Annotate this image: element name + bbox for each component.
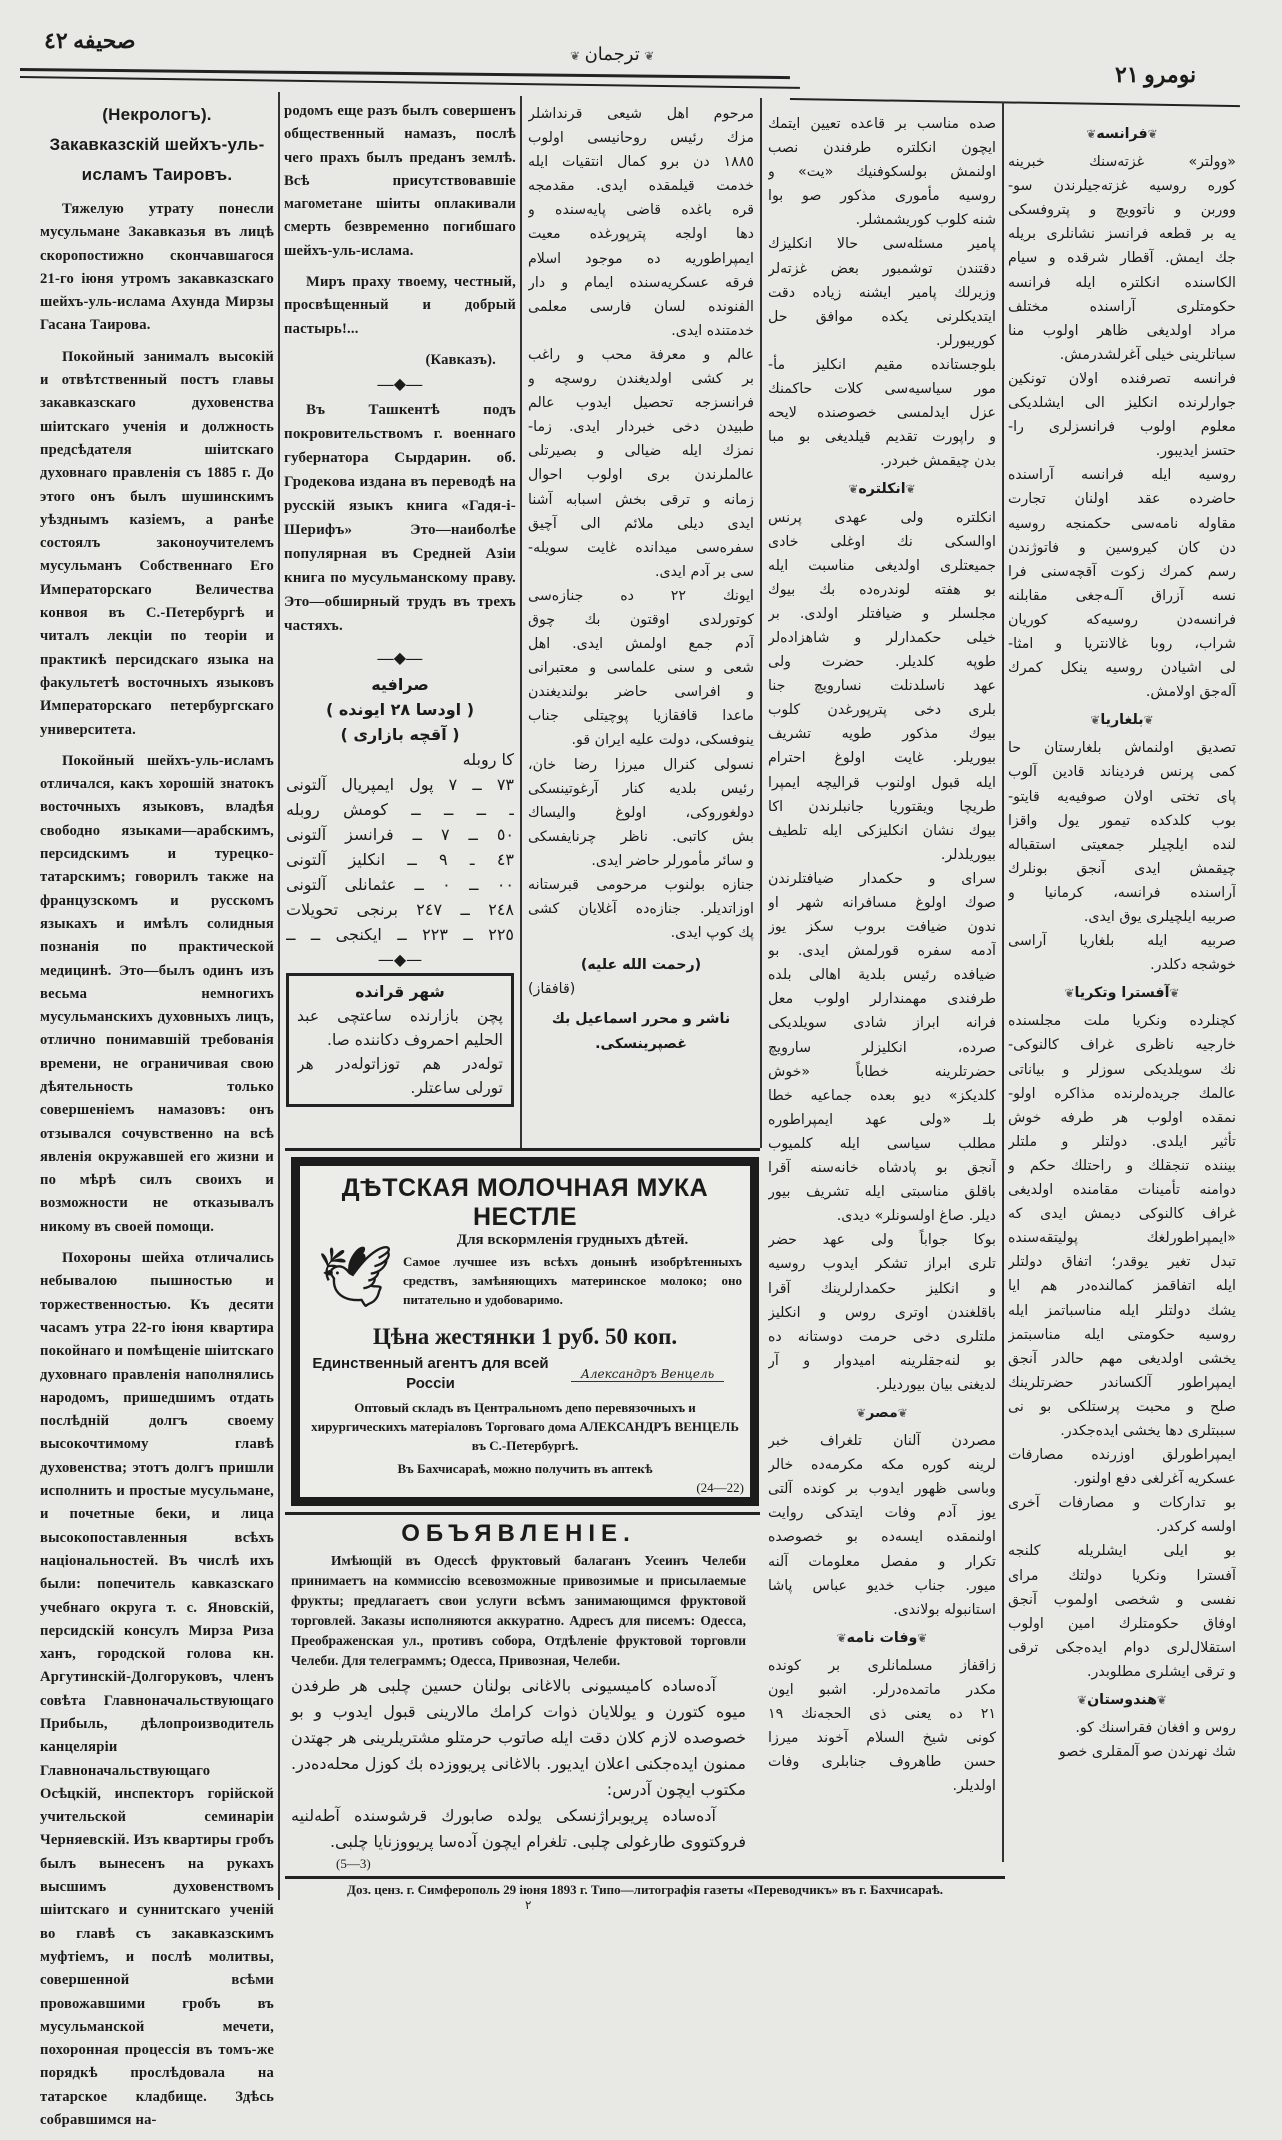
obituary-ottoman bbox=[528, 102, 754, 1056]
text-line: مجلسلر و ضيافتلر اولدى. بر bbox=[768, 605, 996, 622]
text-line: و ترقى ايشلرى مطلوبدر. bbox=[1087, 1663, 1236, 1680]
section-heading bbox=[1008, 981, 1236, 1005]
ornament-icon: ❦ bbox=[1143, 713, 1154, 728]
text-line: شراب، روبا غالانتريا و امثا- bbox=[1008, 635, 1236, 652]
bird-nest-icon: 🕊 bbox=[317, 1244, 394, 1310]
section-rule bbox=[285, 1148, 760, 1151]
text-line: تأثير ايلدى. دولتلر و ملتلر bbox=[1008, 1133, 1236, 1150]
text-line: بر كشى اولديغندن روسچه و bbox=[528, 371, 754, 388]
text-line: ٢١ ده يعنى ذى الحجه‌نك ١٩ bbox=[768, 1706, 996, 1723]
text-line: روسيه مأمورى مذكور صو بوا bbox=[768, 188, 996, 205]
text-line: استقلال‌لرى دوام ايده‌جكى ترقى bbox=[1008, 1639, 1236, 1656]
text-line: بلوجستانده مقيم انكليز مأ- bbox=[768, 356, 996, 373]
ornament-icon: ❦ bbox=[836, 1630, 847, 1645]
text-line: روسيه حكومتى ايله مناسبتمز bbox=[1008, 1326, 1236, 1343]
text-line: خدمت قيلمقده ايدى. مقدمجه bbox=[528, 178, 754, 195]
text-line: رسم كمرك زكوت آقچه‌سنى فرا bbox=[1008, 563, 1236, 580]
text-line: صوك اولوغ مسافرانه شهر او bbox=[768, 895, 996, 911]
text-line: پامير مسئله‌سى حالا انكليزك bbox=[768, 236, 996, 253]
text-line: ايتديكلرنى يكده موافق حل bbox=[768, 308, 996, 325]
paragraph: Миръ праху твоему, честный, просвѣщенный и добрый пастырь!... bbox=[284, 274, 516, 337]
ornament-icon: ❦ bbox=[856, 1405, 867, 1420]
text-line: اوالسكى نك اوغلى خادى bbox=[768, 533, 996, 550]
text-line: خوشجه دكلدر. bbox=[1150, 957, 1236, 974]
text-line: باقلغندن اوترى روس و انكليز bbox=[768, 1304, 996, 1321]
nestle-subtitle: Для вскормленія грудныхъ дѣтей. bbox=[456, 1232, 689, 1248]
text-line: الكاسنده انكلتره ايله فرانسه bbox=[1008, 274, 1236, 291]
text-line: خيلى حكمدارلر و شاهزاده‌لر bbox=[768, 629, 996, 646]
text-line: ايله قبول اولنوب قراليچه ايمپرا bbox=[768, 774, 996, 791]
text-line: ايچون انكلتره طرفندن نصب bbox=[768, 140, 996, 157]
news-item bbox=[768, 506, 996, 1397]
text-line: طبيدن دخى خبردار ايدى. زما- bbox=[528, 419, 754, 436]
text-line: كوره روسيه غزته‌جيلرندن سو- bbox=[1008, 178, 1236, 195]
news-item bbox=[1008, 1716, 1236, 1764]
ornament-icon: ❦ bbox=[1147, 127, 1158, 141]
text-line: دها اولجه پترپورغده معيت bbox=[528, 226, 754, 243]
text-line: نفسى و شخصى اولموب آنجق bbox=[1008, 1591, 1236, 1608]
section-heading-text: انكلتره bbox=[858, 481, 906, 498]
ornament-icon: ❦ bbox=[1064, 986, 1075, 1001]
text-line: نسه آزراق آلـه‌جغى مقابلنه bbox=[1008, 587, 1236, 604]
text-line: بيوريلدلر. bbox=[940, 846, 996, 863]
text-line: غراف كالنوكى ديمش ايدى كه bbox=[1008, 1206, 1236, 1223]
newspaper-title bbox=[570, 44, 654, 65]
text-line: پچن بازارنده ساعتچى عبد bbox=[297, 1007, 503, 1026]
text-line: بيوريلر. غايت اولوغ احترام bbox=[768, 750, 996, 767]
text-line: نسولى كنرال ميرزا رضا خان، bbox=[528, 756, 754, 773]
text-line: شنه كلوب كوريشمشلر. bbox=[855, 212, 996, 229]
text-line: چيقمش ايدى آنجق بونلرك bbox=[1008, 860, 1236, 877]
text-line: و افراسى حاضر بولنديغندن bbox=[528, 684, 754, 701]
watch-shop-ad bbox=[286, 973, 514, 1107]
column-rule bbox=[520, 96, 522, 1148]
text-line: آنجق بو پادشاه خانه‌سنه آقرا bbox=[768, 1160, 996, 1177]
section-heading bbox=[768, 477, 996, 501]
text-line: تبدل تغير يوقدر؛ اتفاق دولتلر bbox=[1008, 1254, 1236, 1271]
exchange-row: ٢٤٨ ــ ٢٤٧ برنجى تحويلات bbox=[286, 900, 514, 920]
prayer-line: (رحمت الله عليه) bbox=[580, 957, 702, 974]
obituary-article bbox=[40, 100, 274, 2140]
exchange-row: ٧٣ ــ ٧ پول ايمپريال آلتونى bbox=[286, 775, 514, 795]
nestle-local: Въ Бахчисараѣ, можно получить въ аптекѣ bbox=[397, 1461, 653, 1476]
text-line: اولديلر. bbox=[952, 1778, 996, 1795]
text-line: ايدى ديلى ملائم الى آچيق bbox=[528, 515, 754, 532]
text-line: فرانسه‌دن روسيه‌كه كوريان bbox=[1008, 611, 1236, 628]
text-line: فرانسه تصرفنده اولان تونكين bbox=[1008, 370, 1236, 387]
exchange-place-date: ( اودسا ٢٨ ايونده ) bbox=[325, 700, 475, 720]
text-line: بوكا جواباً ولى عهد حضر bbox=[768, 1232, 996, 1249]
text-line: طرفندى مهمندارلر اولوب معل bbox=[768, 991, 996, 1008]
ornament-icon: ❦ bbox=[905, 482, 916, 497]
exchange-market: ( آقچه بازارى ) bbox=[340, 725, 460, 745]
text-line: ايله اتفاقمز كمالنده‌در هم ايا bbox=[1008, 1278, 1236, 1295]
page-mark: ٢ bbox=[525, 1898, 532, 1912]
exchange-row: ٥٠ ــ ٧ ــ فرانسز آلتونى bbox=[286, 825, 514, 845]
text-line: صده مناسب بر قاعده تعيين ايتمك bbox=[768, 116, 996, 132]
text-line: حسن طاهروف جنابلرى وفات bbox=[768, 1754, 996, 1771]
text-line: ندون ضيافت بروب سكز يوز bbox=[768, 919, 996, 936]
text-line: روس و افغان فقراسنك كو. bbox=[1075, 1720, 1236, 1737]
ornament-icon: ❦ bbox=[644, 49, 655, 63]
paragraph: Похороны шейха отличались небывалою пышностью и торжественностью. Къ десяти часамъ утра 22-го іюня квартира покойнаго и помѣщеніе шіитскаго духовнаго правленія наполнялись народомъ, пришедшимъ отдать послѣдній долгъ своему высокочтимому главѣ духовенства; этотъ долгъ пришли исполнить и простые мусульмане, и почетные беки, и лица высокопоставленныя всѣхъ національностей. Въ числѣ ихъ были: попечитель кавказскаго учебнаго округа т. с. Яновскій, персидскій консулъ Мирза Риза ханъ, городской голова кн. Аргутинскій-Долгоруковъ, членъ совѣта Главноначальствующаго Прибыль, дѣлопроизводитель канцеляріи Главноначальствующаго Осѣцкій, инспекторъ горійской учительской семинаріи Черняевскій. Изъ квартиры гробъ былъ вынесенъ на рукахъ высшимъ духовенствомъ шіитскаго и суннитскаго ученій во главѣ съ закавказскимъ муфтіемъ, и послѣ молитвы, совершенной всѣми провожавшими гробъ въ мусульманской мечети, похоронная процессія въ томъ-же порядкѣ прослѣдовала на татарское кладбище. Здѣсь собравшимся на- bbox=[40, 1250, 274, 2129]
text-line: توله‌در هم توزاتوله‌در هر bbox=[297, 1055, 503, 1074]
text-line: بيننده تنجقلك و راحتلك حكم و bbox=[1008, 1157, 1236, 1174]
text-line: «ايمپراطورلغك پوليتقه‌سنده bbox=[1008, 1230, 1236, 1247]
text-line: دن كان كيروسين و فاتوژندن bbox=[1008, 539, 1236, 556]
source-credit: (Кавказъ). bbox=[425, 351, 496, 368]
text-line: بيوك نشان انكليزكى ايله تلطيف bbox=[768, 822, 996, 839]
news-item bbox=[1008, 150, 1236, 704]
section-heading bbox=[1008, 708, 1236, 732]
text-line: حكومتلرى آراسنده مختلف bbox=[1008, 298, 1236, 315]
text-line: لرينه كوره مكه مكرمه‌ده خالر bbox=[768, 1457, 996, 1474]
text-line: تلرى ابراز تشكر ايدوب روسيه bbox=[768, 1256, 996, 1273]
text-line: دولغوروكى، اولوغ واليساك bbox=[528, 804, 754, 821]
divider-ornament: —◆— bbox=[377, 650, 423, 668]
announcement-russian: Имѣющій въ Одессѣ фруктовый балаганъ Усеинъ Челеби принимаетъ на коммиссію всевозможные привозимые и присылаемые фрукты; предлагаетъ свои услуги всѣмъ занимающимся фруктовой торговлей. Заказы исполняются аккуратно. Адресъ для писемъ: Одесса, Преображенская ул., противъ собора, Отдѣленіе фруктовой торговли Челеби. Для телеграммъ; Одесса, Привозная, Челеби. bbox=[291, 1553, 746, 1668]
text-line: يخشى اولديغى مهم حالدر آنجق bbox=[1008, 1350, 1236, 1367]
text-line: مور سياسيه‌سى كلات حاكمنك bbox=[768, 381, 996, 398]
text-line: باقلق مناسبتى ايله تشريف بيور bbox=[768, 1184, 996, 1201]
text-line: زاقفاز مسلمانلرى بر كونده bbox=[768, 1657, 996, 1674]
text-line: تكرار و مفصل معلومات آلنه bbox=[768, 1553, 996, 1570]
text-line: عالمك جريده‌لرنده مذاكره اولو- bbox=[1008, 1085, 1236, 1102]
ornament-icon: ❦ bbox=[848, 482, 859, 497]
text-line: مكدر ماتمده‌درلر. اشبو ايون bbox=[768, 1682, 996, 1698]
text-line: لنده ايلچيلر جمعيتى استقباله bbox=[1008, 836, 1236, 853]
section-heading bbox=[1008, 122, 1236, 146]
text-line: يه بر قطعه فرانسز نشانلرى بريله bbox=[1008, 226, 1236, 243]
text-line: ينوفسكى، دولت عليه ايران قو. bbox=[571, 732, 754, 749]
publisher-line: ناشر و محرر اسماعيل بك bbox=[551, 1011, 731, 1028]
text-line: استانبوله بولاندى. bbox=[893, 1601, 996, 1618]
text-line: خارجيه ناظرى غراف كالنوكى- bbox=[1008, 1037, 1236, 1054]
section-heading-text: بلغاريا bbox=[1100, 712, 1144, 729]
text-line: بيوك مذكور طويه تشريف bbox=[768, 726, 996, 743]
text-line: كونى شيخ السلام آخوند ميرزا bbox=[768, 1730, 996, 1747]
text-line: عالملرندن برى اولوب احوال bbox=[528, 467, 754, 484]
ornament-icon: ❦ bbox=[570, 49, 581, 63]
paragraph: Покойный занималъ высокій и отвѣтственный постъ главы закавказскаго духовенства шіитскаго ученія и должность предсѣдателя шіитскаго духовнаго правленія съ 1885 г. До этого онъ былъ шушинскимъ уѣзднымъ казіемъ, а ранѣе состоялъ законоучителемъ мусульманъ Собственнаго Его Императорскаго Величества конвоя въ С.-Петербургѣ и читалъ лекціи по теоріи и практикѣ персидскаго языка на факультетѣ восточныхъ языковъ Императорскаго петербургскаго университета. bbox=[40, 348, 274, 738]
signature: Александръ Венцель bbox=[571, 1367, 724, 1382]
exchange-row: ٠٠ ــ ٠ ــ عثمانلى آلتونى bbox=[286, 875, 514, 895]
text-line: نمقده اولوب هر طرفه خوش bbox=[1008, 1109, 1236, 1126]
text-line: و سائر مأمورلر حاضر ايدى. bbox=[591, 852, 754, 869]
text-line: كوريبورلر. bbox=[935, 332, 996, 349]
text-line: زمانه و ترقى بخش اسبابه آشنا bbox=[528, 491, 754, 508]
text-line: آدم جمع اولمش ايدى. اهل bbox=[528, 636, 754, 653]
text-line: مطلب سياسى ايله كلميوب bbox=[768, 1135, 996, 1152]
text-line: رئيس بلديه كنار آرغوتينسكى bbox=[528, 780, 754, 797]
ornament-icon: ❦ bbox=[1077, 1693, 1088, 1707]
text-line: ضيافده رئيس بلدية اهالى بلده bbox=[768, 967, 996, 984]
text-line: عسكريه آغرلغى دفع اولنور. bbox=[1073, 1471, 1236, 1488]
announcement-tatar-2: آدەسادە پريوبراژنسكى يولدە صابورك قرشوسندە آطەلنيە فروكتووى طارغولى چلبى. تلغرام ايچون آدەسا پريووزنايا چلبى. bbox=[291, 1806, 746, 1851]
text-line: حتسز ايديبور. bbox=[1155, 443, 1236, 460]
column-rule bbox=[760, 98, 762, 1148]
divider-ornament: —◆— bbox=[377, 950, 423, 970]
text-line: وباسى ظهور ايدوب بر كونده آلتى bbox=[768, 1481, 996, 1498]
ornament-icon: ❦ bbox=[917, 1630, 928, 1645]
ad-code: (24—22) bbox=[696, 1480, 744, 1495]
text-line: ايمپراطورلق اوزرنده مصارفات bbox=[1008, 1447, 1236, 1464]
text-line: عهد ناسلدنلت نسارويچ جنا bbox=[768, 678, 996, 695]
exchange-row: ٢٢٥ ــ ٢٢٣ ــ ايكنجى ــ ــ bbox=[286, 925, 514, 945]
text-line: پك كوپ ايدى. bbox=[670, 925, 754, 942]
text-line: دوامنه تأمينات مقامنده اولديغى bbox=[1008, 1182, 1236, 1199]
text-line: ملتلرى دخى حرمت دوستانه ده bbox=[768, 1328, 996, 1345]
text-line: وزيرلك پامير ايشنه زياده دقت bbox=[768, 284, 996, 301]
text-line: بوب كلدكده تيمور يول واقزا bbox=[1008, 812, 1236, 829]
text-line: طوپه كلديلر. حضرت ولى bbox=[768, 654, 996, 671]
text-line: مراد اولديغى ظاهر اولوب منا bbox=[1008, 322, 1236, 339]
nestle-warehouse: Оптовый складъ въ Центральномъ депо перевязочныхъ и хирургическихъ матеріаловъ Торговаго дома АЛЕКСАНДРЪ ВЕНЦЕЛЬ въ С.-Петербургѣ. bbox=[311, 1400, 739, 1453]
text-line: جوارلرنده انكليز الى ايشلديكى bbox=[1008, 395, 1236, 412]
text-line: ١٨٨٥ دن برو كمال انتقيات ايله bbox=[528, 154, 754, 171]
text-line: پاى تختى اولان صوفيه‌يه قايتو- bbox=[1008, 788, 1236, 805]
source-credit: (قافقاز) bbox=[528, 981, 576, 998]
text-line: دقتندن توشمبور بعض غزته‌لر bbox=[768, 260, 996, 277]
text-line: تورلى ساعتلر. bbox=[410, 1079, 503, 1098]
paragraph: Тяжелую утрату понесли мусульмане Закавказья въ лицѣ скоропостижно скончавшагося 21-го іюня утромъ закавказскаго шейхъ-уль-ислама Ахунда Мирзы Гасана Таирова. bbox=[40, 201, 274, 334]
publisher-line: غصپرينسكى. bbox=[595, 1035, 687, 1052]
news-column-4 bbox=[768, 112, 996, 1798]
issue-number: نومرو ٢١ bbox=[1115, 62, 1197, 87]
text-line: سباتلرينى خيلى آغرلشدرمش. bbox=[1059, 346, 1236, 363]
text-line: كمى پرنس فرديناند قادين آلوب bbox=[1008, 764, 1236, 781]
footer bbox=[285, 1876, 1005, 1912]
text-line: اولنمقده ايسه‌ده بو خصوصده bbox=[768, 1529, 996, 1546]
text-line: آراسنده فرانسه، كرمانيا و bbox=[1008, 884, 1236, 901]
exchange-rows bbox=[286, 772, 514, 947]
text-line: نمزك ايله ضيالى و بصيرتلى bbox=[528, 443, 754, 460]
section-rule bbox=[285, 1512, 760, 1515]
text-line: آله‌جق اولامش. bbox=[1145, 684, 1236, 701]
text-line: بش كاتبى. ناظر چرنايفسكى bbox=[528, 828, 754, 845]
obituary-title: Закавказскій шейхъ-уль-исламъ Таировъ. bbox=[49, 135, 265, 184]
nestle-ad-title: ДѢТСКАЯ МОЛОЧНАЯ МУКА НЕСТЛЕ bbox=[341, 1174, 709, 1231]
text-line: نك سويلديكى سوزلر و بياناتى bbox=[1008, 1061, 1236, 1078]
imprint: Доз. ценз. г. Симферополь 29 іюня 1893 г. Типо—литографія газеты «Переводчикъ» въ г. Бахчисараѣ. bbox=[347, 1882, 943, 1897]
text-line: سببتلرى دها يخشى ايده‌جكدر. bbox=[1060, 1422, 1236, 1439]
ornament-icon: ❦ bbox=[1169, 986, 1180, 1001]
text-line: و راپورت تقديم قيلديغى بو مبا bbox=[768, 429, 996, 446]
text-line: ووربن و ناتوويچ و پتروفسكى bbox=[1008, 202, 1236, 219]
exchange-heading: صرافيه bbox=[371, 675, 429, 695]
announcement-title: ОБЪЯВЛЕНІЕ. bbox=[401, 1520, 636, 1547]
news-item bbox=[768, 112, 996, 473]
text-line: مصردن آلنان تلغراف خبر bbox=[768, 1433, 996, 1450]
text-line: سفره‌سى ميدانده غايت سويله- bbox=[528, 539, 754, 556]
text-line: شعى و سنى علماسى و معتبرانى bbox=[528, 660, 754, 677]
text-line: ايمپراطور آلكساندر حضرتلرينك bbox=[1008, 1374, 1236, 1391]
exchange-rates bbox=[284, 672, 516, 973]
text-line: آفسترا ونكريا دولتك مراى bbox=[1008, 1567, 1236, 1584]
text-line: تصديق اولنماش بلغارستان حا bbox=[1008, 740, 1236, 757]
exchange-row: ٤٣ ـ ٩ ــ انكليز آلتونى bbox=[286, 850, 514, 870]
ornament-icon: ❦ bbox=[1156, 1693, 1167, 1707]
watch-ad-body bbox=[297, 1004, 503, 1100]
text-line: ايمپراطوريه ده موجود اسلام bbox=[528, 250, 754, 267]
text-line: فرانه ابراز شادى سويلديكى bbox=[768, 1015, 996, 1032]
text-line: سراى و حكمدار ضيافتلرندن bbox=[768, 870, 996, 887]
text-line: اولنمش بولسكوفنيك «يت» و bbox=[768, 164, 996, 181]
section-heading-text: وفات نامه bbox=[846, 1629, 918, 1646]
section-heading-text: هندوستان bbox=[1087, 1692, 1157, 1708]
text-line: معلوم اولوب فرانسزلرى را- bbox=[1008, 419, 1236, 436]
column-rule bbox=[1002, 102, 1004, 1862]
text-line: عالم و معرفة محب و راغب bbox=[528, 346, 754, 363]
text-line: ديلر. صاغ اولسونلر» ديدى. bbox=[836, 1208, 996, 1225]
section-heading bbox=[768, 1626, 996, 1650]
text-line: ماعدا قافقازيا پوچيتلى جناب bbox=[528, 708, 754, 725]
nestle-price: Цѣна жестянки 1 руб. 50 коп. bbox=[372, 1324, 678, 1349]
nestle-agent: Единственный агентъ для всей Россіи bbox=[312, 1355, 549, 1392]
text-line: جميعتلرى اولديغى مناسبت ايله bbox=[768, 557, 996, 574]
text-line: فرانسزجه تحصيل ايدوب عالم bbox=[528, 395, 754, 412]
announcement bbox=[291, 1517, 746, 1872]
text-line: يوز آدم وفات ايتدكى روايت bbox=[768, 1505, 996, 1522]
news-item bbox=[768, 1429, 996, 1622]
ornament-icon: ❦ bbox=[1086, 127, 1097, 141]
column-2 bbox=[284, 100, 516, 1107]
text-line: طريچا ويقتوريا جانبلرندن اكا bbox=[768, 798, 996, 815]
text-line: مرحوم اهل شيعى قرنداشلر bbox=[528, 106, 754, 122]
text-line: روسيه ايله فرانسه آراسنده bbox=[1008, 467, 1236, 484]
text-line: بو ايلى ايشلريله كلنجه bbox=[1008, 1543, 1236, 1560]
text-line: شك نهرندن صو آلمقلرى خصو bbox=[1058, 1744, 1236, 1761]
footer-rule bbox=[285, 1876, 1005, 1879]
section-heading bbox=[768, 1401, 996, 1425]
text-line: فرقه عسكريه‌سنده ايمام و دار bbox=[528, 274, 754, 291]
text-line: سى بر آدم ايدى. bbox=[654, 563, 754, 580]
column-rule bbox=[278, 92, 280, 1900]
text-line: لى اشيادن روسيه ينكل كمرك bbox=[1008, 660, 1236, 677]
text-line: مقاوله نامه‌سى حكمنجه روسيه bbox=[1008, 515, 1236, 532]
text-line: حضرتلرينه خطاباً «خوش bbox=[768, 1063, 996, 1080]
text-line: صربيه ايله بلغاريا آراسى bbox=[1008, 933, 1236, 950]
text-line: عزل ايدلمسى خصوصنده لايحه bbox=[768, 405, 996, 422]
article-body bbox=[528, 102, 754, 945]
page-number: صحيفه ٤٢ bbox=[44, 28, 136, 53]
text-line: و انكليز حكمدارلرينك آقرا bbox=[768, 1280, 996, 1297]
news-item bbox=[1008, 1009, 1236, 1684]
nestle-ad bbox=[291, 1157, 759, 1506]
exchange-unit: كا روبله bbox=[462, 750, 514, 770]
text-line: الحليم احمروف دكاننده صا. bbox=[327, 1031, 503, 1050]
obituary-continuation bbox=[284, 100, 516, 672]
text-line: بلـ «ولى عهد ايمپراطوره bbox=[768, 1111, 996, 1128]
text-line: اوزاتديلر. جنازه‌ده آغلايان كشى bbox=[528, 901, 754, 918]
section-heading-text: مصر bbox=[866, 1404, 898, 1421]
text-line: كوتورلدى اوقتون بك چوق bbox=[528, 611, 754, 628]
text-line: خدمتنده ايدى. bbox=[671, 322, 754, 339]
text-line: اوفاق حكومتلرك امين اولوب bbox=[1008, 1615, 1236, 1632]
text-line: كلديكز» ديو بعده جماعيه خطا bbox=[768, 1087, 996, 1104]
text-line: جنازه بولنوب مرحومى قبرستانه bbox=[528, 877, 754, 893]
text-line: كچنلرده ونكريا ملت مجلسنده bbox=[1008, 1013, 1236, 1030]
watch-ad-heading: شهر قرانده bbox=[355, 983, 445, 1002]
tashkent-news: Въ Ташкентѣ подъ покровительствомъ г. военнаго губернатора Сырдарин. об. Гродекова издана въ переводѣ на русскій языкъ книга «Гадя-і-Шерифъ» Это—наиболѣе популярная въ Средней Азіи книга по мусульманскому праву. Это—обширный трудъ въ трехъ частяхъ. bbox=[284, 402, 516, 635]
text-line: الفنونده لسان فارسى معلمى bbox=[528, 298, 754, 315]
text-line: انكلتره ولى عهدى پرنس bbox=[768, 509, 996, 526]
announcement-tatar-1: آدەسادە كاميسيونى بالاغانى بولنان حسين چلبى هر طرفدن ميوە كتورن و يوللايان ذوات كرامك مالارينى قبول ايدوب و بو خصوصدە لازم كلان دقت ايلە صاتوب حرمتلو مشتريلرينى هر جهتدن ممنون ايدەجكنى اعلان ايديور. بالاغانى پريووزدە بك كوزل محلەدەدر. مكتوب ايچون آدرس: bbox=[291, 1676, 746, 1799]
text-line: يشك دولتلر ايله مناسباتمز ايله bbox=[1008, 1302, 1236, 1319]
text-line: ايونك ٢٢ ده جنازه‌سى bbox=[528, 587, 754, 604]
obituary-label: (Некрологъ). bbox=[102, 105, 212, 124]
divider-ornament: —◆— bbox=[377, 376, 423, 394]
text-line: بو تداركات و مصارفات آخرى bbox=[1008, 1495, 1236, 1512]
ornament-icon: ❦ bbox=[1090, 713, 1101, 728]
text-line: بدن چيقمش خبردر. bbox=[880, 453, 996, 470]
text-line: صلح و محبت پرستلكى بو نى bbox=[1008, 1398, 1236, 1415]
text-line: مزك رئيس روحانيسى اولوب bbox=[528, 130, 754, 147]
text-line: لديغنى بيان بيورديلر. bbox=[875, 1376, 996, 1393]
text-line: ميور. جناب خديو عباس پاشا bbox=[768, 1577, 996, 1594]
news-item bbox=[768, 1654, 996, 1799]
text-line: جك ايمش. آقطار شرقده و سيام bbox=[1008, 250, 1236, 267]
text-line: آدمه سفره قورلمش ايدى. بو bbox=[768, 943, 996, 960]
section-heading bbox=[1008, 1688, 1236, 1712]
text-line: صرده، انكليزلر سارويچ bbox=[768, 1039, 996, 1056]
text-line: «وولتر» غزته‌سنك خبرينه bbox=[1008, 154, 1236, 171]
text-line: بو هفته لوندره‌ده بك بيوك bbox=[768, 581, 996, 598]
nestle-description: Самое лучшее изъ всѣхъ донынѣ изобрѣтенныхъ средствъ, замѣняющихъ материнское молоко; оно питательно и удобоваримо. bbox=[403, 1254, 742, 1307]
news-item bbox=[1008, 736, 1236, 977]
exchange-row: ـ ــ ــ ــ كومش روبله bbox=[286, 800, 514, 820]
paragraph: родомъ еще разъ былъ совершенъ общественный намазъ, послѣ чего прахъ былъ преданъ землѣ. Всѣ присутствовавшіе магометане шіиты оплакивали смерть безвременно погибшаго шейхъ-уль-ислама. bbox=[284, 103, 516, 259]
section-heading-text: آفسترا وتكريا bbox=[1074, 985, 1170, 1002]
text-line: حاضرده عقد اولنان تجارت bbox=[1008, 491, 1236, 508]
text-line: بو لنه‌جقلرينه اميدوار و آر bbox=[768, 1352, 996, 1369]
header-rule bbox=[790, 98, 1240, 107]
ad-code: (5—3) bbox=[336, 1856, 371, 1871]
text-line: قره باغده قاضى پايه‌سنده و bbox=[528, 202, 754, 219]
news-column-5 bbox=[1008, 118, 1236, 1764]
text-line: صربيه ايلچيلرى يوق ايدى. bbox=[1083, 909, 1236, 925]
text-line: بلرى دخى پترپورغدن كلوب bbox=[768, 702, 996, 719]
section-heading-text: فرانسه bbox=[1096, 126, 1148, 142]
newspaper-title-text: ترجمان bbox=[584, 44, 640, 64]
text-line: اولسه كركدر. bbox=[1155, 1519, 1236, 1536]
ornament-icon: ❦ bbox=[897, 1405, 908, 1420]
paragraph: Покойный шейхъ-уль-исламъ отличался, какъ хорошій знатокъ восточныхъ языковъ, владѣя свободно языками—арабскимъ, персидскимъ и турецко-татарскимъ; говорилъ также на французскомъ и русскомъ языкахъ и имѣлъ солидныя познанія по практической медицинѣ. Это—былъ одинъ изъ весьма немногихъ мусульманскихъ духовныхъ лицъ, отлично понимавшій требованія времени, не ограничивая свою дѣятельность только совершеніемъ намазовъ: онъ отзывался сочувственно на всѣ явленія окружавшей его жизни и по мѣрѣ силъ своихъ и возможности не отказывалъ никому въ своей помощи. bbox=[40, 752, 274, 1235]
